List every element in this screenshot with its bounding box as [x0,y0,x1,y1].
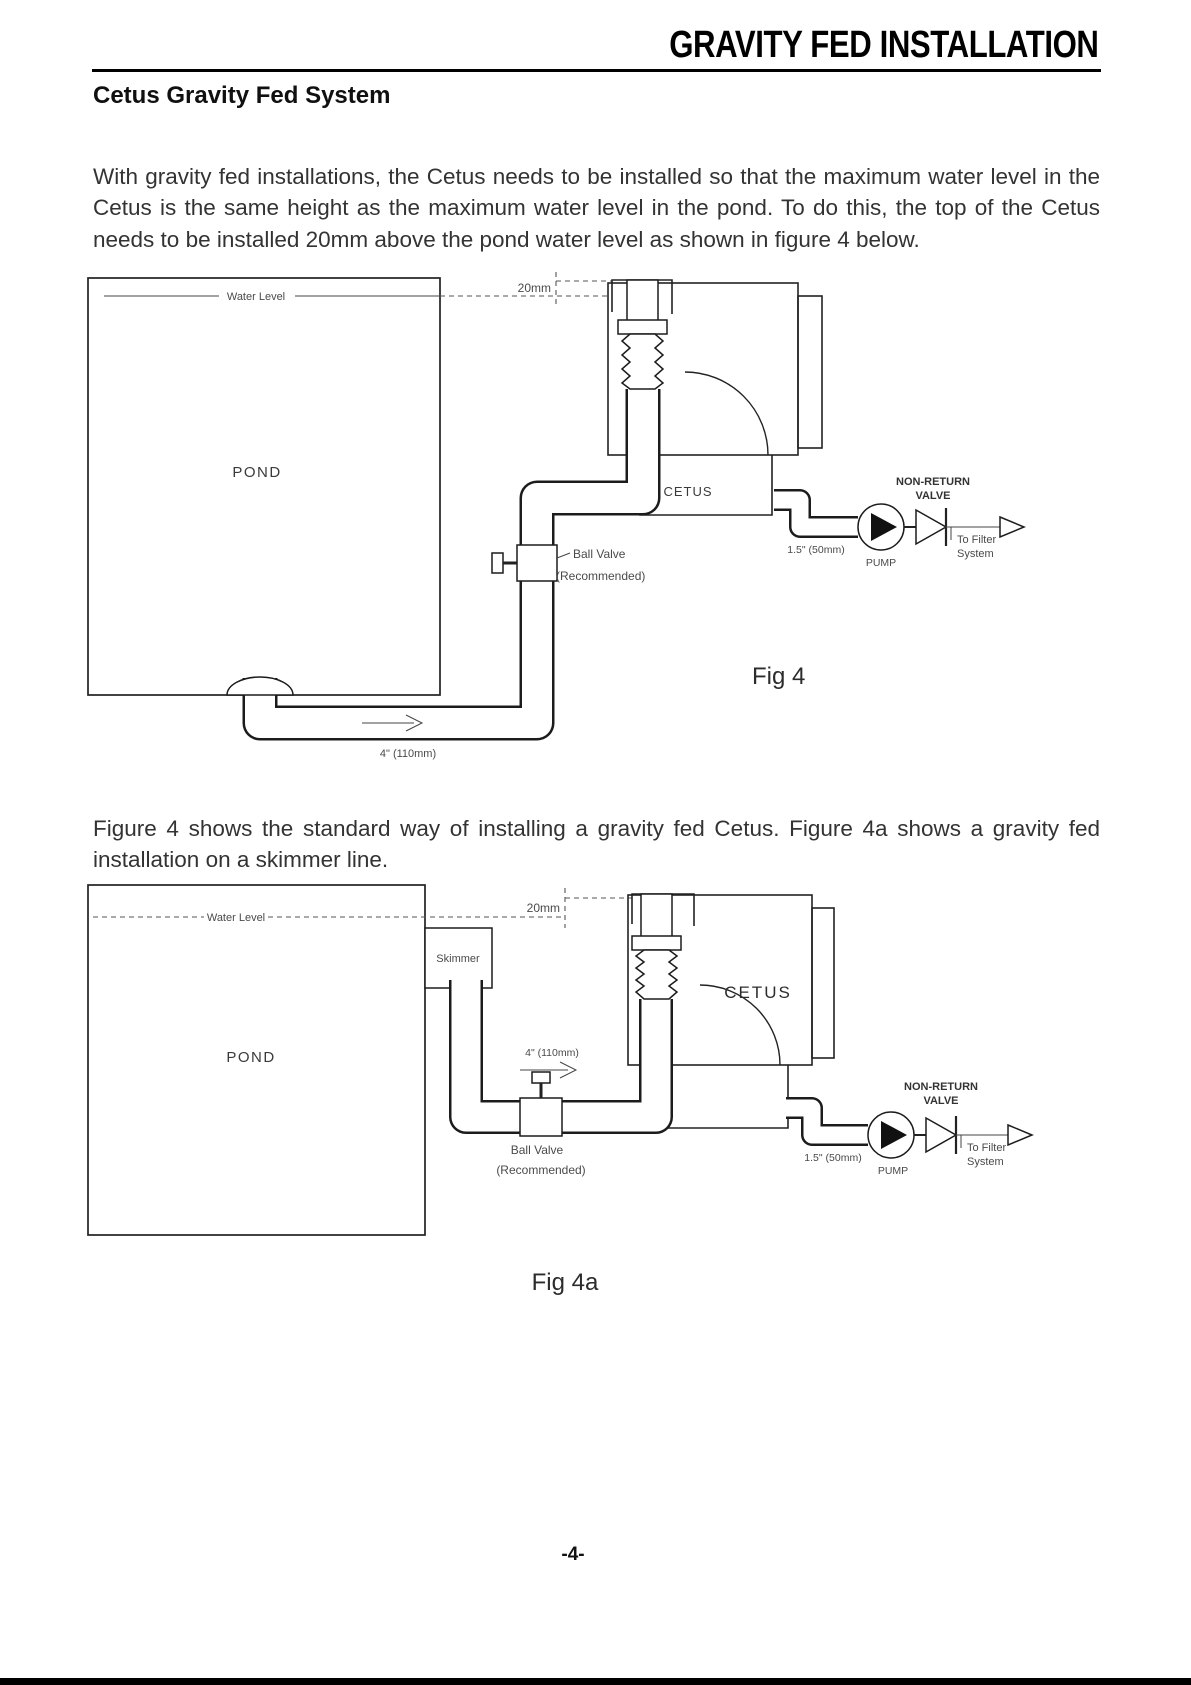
gap-20mm-label: 20mm [517,281,551,295]
skimmer-label: Skimmer [436,953,480,965]
water-level-label: Water Level [226,291,286,303]
figure4a-diagram [0,880,1191,1320]
pipe-size-label: 4" (110mm) [379,748,437,760]
fig4-inlet-fitting [612,280,672,389]
gap-20mm-label: 20mm [526,901,560,915]
fig4-gap-marker [518,272,612,306]
to-filter-label-line2: System [967,1156,1004,1168]
inlet-bellows-icon [636,950,677,999]
ball-valve-label: Ball Valve [510,1143,564,1157]
fig4-caption: Fig 4 [752,663,806,690]
inlet-bellows-icon [622,334,663,389]
bottom-drain-dome [227,677,293,695]
to-filter-label-line1: To Filter [967,1142,1007,1154]
fig4a-skimmer [425,928,492,988]
to-filter-label-line2: System [957,548,994,560]
fig4a-to-filter [956,1125,1032,1168]
nrv-label-line1: NON-RETURN [896,476,970,488]
fig4-ball-valve [492,545,645,583]
pump-size-label: 1.5" (50mm) [787,544,845,556]
fig4a-gap-marker [527,888,632,928]
footer-bar [0,1678,1191,1685]
pump-label: PUMP [877,1165,909,1177]
fig4-outlet-pipe [774,500,858,527]
to-filter-label-line1: To Filter [957,534,997,546]
ball-valve-icon [520,1098,562,1136]
intro-paragraph: With gravity fed installations, the Cetus needs to be installed so that the maximum water level in the Cetus is the same height as the maximum water level in the pond. To do this, the top of the Cetus needs to be installed 20mm above the pond water level as shown in figure 4 below. [93,163,1100,252]
fig4a-outlet-pipe [786,1108,868,1135]
ball-valve-icon [517,545,557,581]
non-return-valve-icon [916,510,946,544]
ball-valve-handle-icon [532,1072,550,1083]
nrv-label-line1: NON-RETURN [904,1081,978,1093]
section-heading: Cetus Gravity Fed System [93,82,391,109]
water-level-label: Water Level [206,912,266,924]
figure4-diagram [0,270,1191,770]
flow-direction-arrow-icon [1000,517,1024,537]
pond-label: POND [232,464,282,481]
ball-valve-label: Ball Valve [573,547,626,561]
page-title: GRAVITY FED INSTALLATION [669,24,1099,66]
inlet-flange [632,936,681,950]
flow-direction-arrow-icon [1008,1125,1032,1145]
cetus-label: CETUS [663,484,713,499]
ball-valve-handle-icon [492,553,503,573]
nrv-label-line2: VALVE [923,1095,959,1107]
recommended-label: (Recommended) [496,1163,586,1177]
fig4a-caption: Fig 4a [531,1269,599,1296]
bridge-paragraph: Figure 4 shows the standard way of installing a gravity fed Cetus. Figure 4a shows a gravity fed installation on a skimmer line. [93,815,1100,872]
inlet-flange [618,320,667,334]
nrv-label-line2: VALVE [915,490,951,502]
non-return-valve-icon [926,1118,956,1152]
cetus-label: CETUS [724,983,792,1002]
pump-size-label: 1.5" (50mm) [804,1152,862,1164]
title-rule [92,69,1101,72]
page-number: -4- [561,1544,585,1565]
recommended-label: (Recommended) [556,569,646,583]
fig4-to-filter [946,517,1024,560]
pond-label: POND [226,1049,276,1066]
pump-label: PUMP [865,557,897,569]
pipe-size-label: 4" (110mm) [525,1047,579,1059]
fig4a-inlet-fitting [632,894,694,999]
